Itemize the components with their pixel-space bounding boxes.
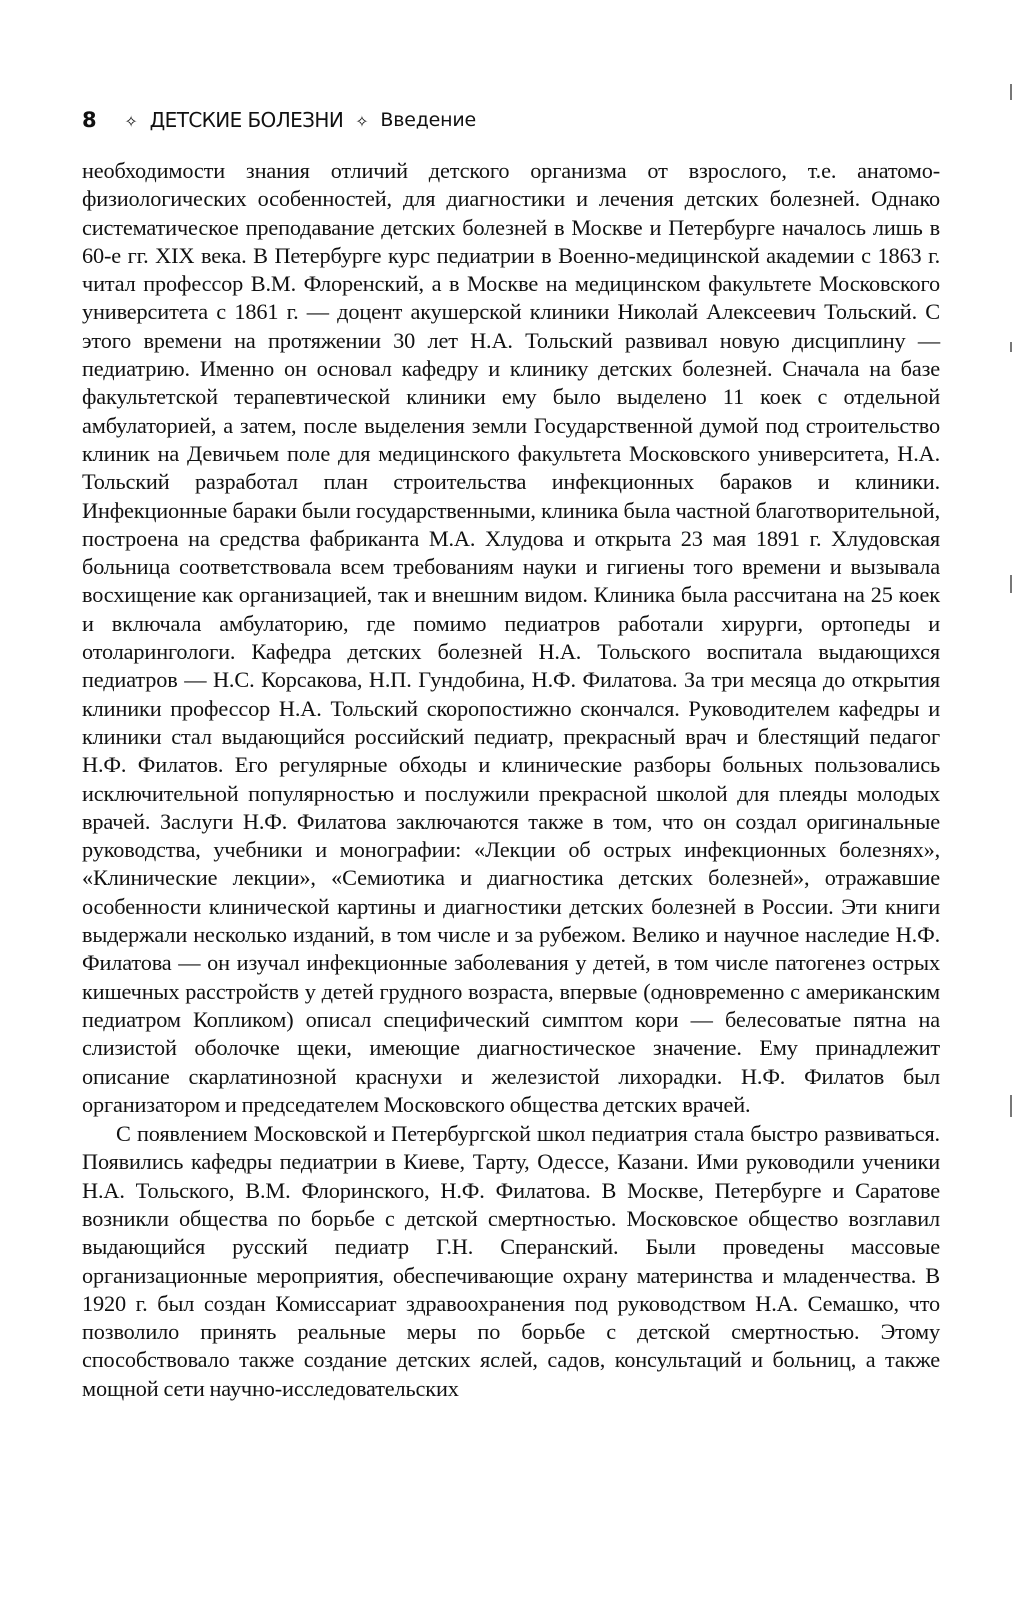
running-head — [82, 103, 940, 137]
paragraph-continued: необходимости знания отличий детского организма от взрослого, т.е. анатомо-физиологических особенностей, для диагностики и лечения детских болезней. Однако систематическое преподавание детских болезней в Москве и Петербурге началось лишь в 60-е гг. XIX века. В Петербурге курс педиатрии в Военно-медицинской академии с 1863 г. читал профессор В.М. Флоренский, а в Москве на медицинском факультете Московского университета с 1861 г. — доцент акушерской клиники Николай Алексеевич Тольский. С этого времени на протяжении 30 лет Н.А. Тольский развивал новую дисциплину — педиатрию. Именно он основал кафедру и клинику детских болезней. Сначала на базе факультетской терапевтической клиники ему было выделено 11 коек с отдельной амбулаторией, а затем, после выделения земли Государственной думой под строительство клиник на Девичьем поле для медицинского факультета Московского университета, Н.А. Тольский разработал план строительства инфекционных бараков и клиники. Инфекционные бараки были государственными, клиника была частной благотворительной, построена на средства фабриканта М.А. Хлудова и открыта 23 мая 1891 г. Хлудовская больница соответствовала всем требованиям науки и гигиены того времени и вызывала восхищение как организацией, так и внешним видом. Клиника была рассчитана на 25 коек и включала амбулаторию, где помимо педиатров работали хирурги, ортопеды и отоларингологи. Кафедра детских болезней Н.А. Тольского воспитала выдающихся педиатров — Н.С. Корсакова, Н.П. Гундобина, Н.Ф. Филатова. За три месяца до открытия клиники профессор Н.А. Тольский скоропостижно скончался. Руководителем кафедры и клиники стал выдающийся российский педиатр, прекрасный врач и блестящий педагог Н.Ф. Филатов. Его регулярные обходы и клинические разборы больных пользовались исключительной популярностью и послужили прекрасной школой для плеяды молодых врачей. Заслуги Н.Ф. Филатова заключаются также в том, что он создал оригинальные руководства, учебники и монографии: «Лекции об острых инфекционных болезнях», «Клинические лекции», «Семиотика и диагностика детских болезней», отражавшие особенности клинической картины и диагностики детских болезней в России. Эти книги выдержали несколько изданий, в том числе и за рубежом. Велико и научное наследие Н.Ф. Филатова — он изучал инфекционные заболевания у детей, в том числе патогенез острых кишечных расстройств у детей грудного возраста, впервые (одновременно с американским педиатром Копликом) описал специфический симптом кори — белесоватые пятна на слизистой оболочке щеки, имеющие диагностическое значение. Ему принадлежит описание скарлатинозной краснухи и железистой лихорадки. Н.Ф. Филатов был организатором и председателем Московского общества детских врачей. — [82, 158, 940, 1117]
paragraph: С появлением Московской и Петербургской школ педиатрия стала быстро развиваться. Появились кафедры педиатрии в Киеве, Тарту, Одессе, Казани. Ими руководили ученики Н.А. Тольского, В.М. Флоринского, Н.Ф. Филатова. В Москве, Петербурге и Саратове возникли общества по борьбе с детской смертностью. Московское общество возглавил выдающийся русский педиатр Г.Н. Сперанский. Были проведены массовые организационные мероприятия, обеспечивающие охрану материнства и младенчества. В 1920 г. был создан Комиссариат здравоохранения под руководством Н.А. Семашко, что позволило принять реальные меры по борьбе с детской смертностью. Этому способствовало также создание детских яслей, садов, консультаций и больниц, а также мощной сети научно-исследовательских — [82, 1121, 940, 1401]
body-text — [82, 157, 940, 1403]
diamond-separator-icon: ✧ — [124, 111, 138, 131]
book-title: ДЕТСКИЕ БОЛЕЗНИ — [149, 108, 344, 132]
page-number: 8 — [82, 108, 97, 132]
scan-edge-mark — [1010, 1095, 1012, 1117]
scan-edge-mark — [1010, 84, 1012, 100]
scan-edge-mark — [1010, 575, 1012, 593]
section-title: Введение — [380, 109, 477, 131]
scan-edge-mark — [1010, 342, 1012, 352]
book-page — [82, 103, 940, 1403]
diamond-separator-icon: ✧ — [355, 111, 369, 131]
